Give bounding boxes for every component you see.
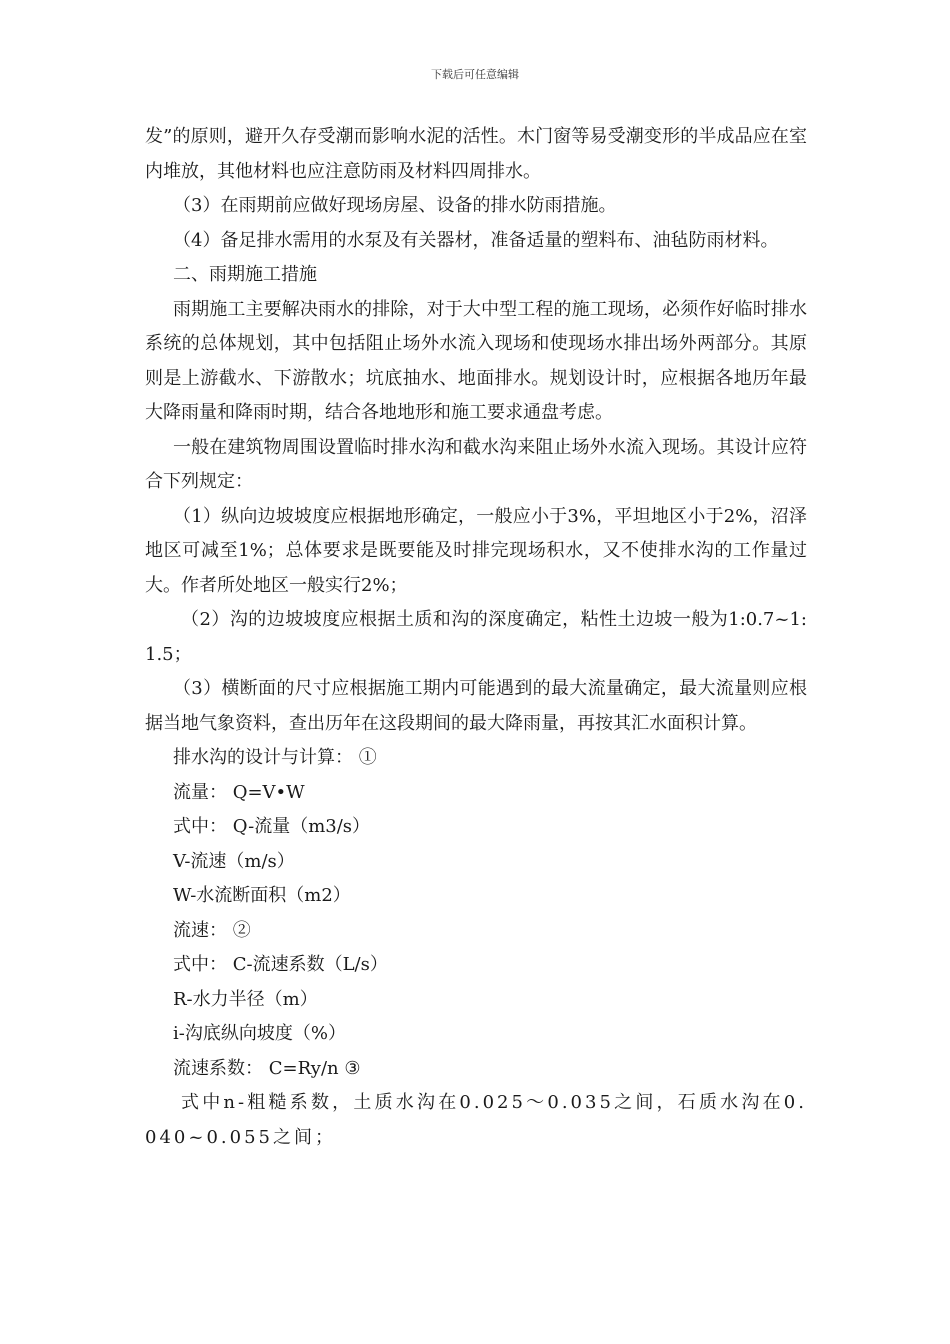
paragraph: 一般在建筑物周围设置临时排水沟和截水沟来阻止场外水流入现场。其设计应符合下列规定： [145, 436, 807, 492]
formula-line: 流量： Q=V•W [173, 781, 305, 803]
paragraph: 发”的原则，避开久存受潮而影响水泥的活性。木门窗等易受潮变形的半成品应在室内堆放，其他材料也应注意防雨及材料四周排水。 [145, 126, 807, 182]
paragraph: （2）沟的边坡坡度应根据土质和沟的深度确定，粘性土边坡一般为1:0.7~1:1.5； [145, 609, 807, 665]
document-body [145, 120, 807, 1155]
paragraph: 式中n-粗糙系数，土质水沟在0.025～0.035之间，石质水沟在0.040~0.055之间； [145, 1092, 807, 1148]
formula-line: V-流速（m/s） [173, 850, 295, 872]
page-header: 下载后可任意编辑 [431, 68, 519, 81]
formula-line: 式中： Q-流量（m3/s） [173, 816, 371, 837]
paragraph: （3）在雨期前应做好现场房屋、设备的排水防雨措施。 [173, 195, 617, 216]
formula-line: W-水流断面积（m2） [173, 885, 351, 906]
formula-line: 排水沟的设计与计算： ① [173, 747, 377, 768]
formula-line: i-沟底纵向坡度（%） [173, 1023, 346, 1044]
formula-line: R-水力半径（m） [173, 988, 318, 1010]
paragraph: （3）横断面的尺寸应根据施工期内可能遇到的最大流量确定，最大流量则应根据当地气象资料，查出历年在这段期间的最大降雨量，再按其汇水面积计算。 [145, 678, 807, 734]
formula-line: 式中： C-流速系数（L/s） [173, 954, 388, 975]
paragraph: 雨期施工主要解决雨水的排除，对于大中型工程的施工现场，必须作好临时排水系统的总体规划，其中包括阻止场外水流入现场和使现场水排出场外两部分。其原则是上游截水、下游散水；坑底抽水、地面排水。规划设计时，应根据各地历年最大降雨量和降雨时期，结合各地地形和施工要求通盘考虑。 [145, 298, 807, 423]
formula-line: 流速： ② [173, 919, 251, 941]
paragraph: （1）纵向边坡坡度应根据地形确定，一般应小于3%，平坦地区小于2%，沼泽地区可减至1%；总体要求是既要能及时排完现场积水，又不使排水沟的工作量过大。作者所处地区一般实行2%； [145, 505, 807, 596]
formula-line: 流速系数： C=Ry/n ③ [173, 1057, 361, 1079]
paragraph: （4）备足排水需用的水泵及有关器材，准备适量的塑料布、油毡防雨材料。 [173, 229, 779, 251]
section-heading: 二、雨期施工措施 [173, 264, 317, 285]
